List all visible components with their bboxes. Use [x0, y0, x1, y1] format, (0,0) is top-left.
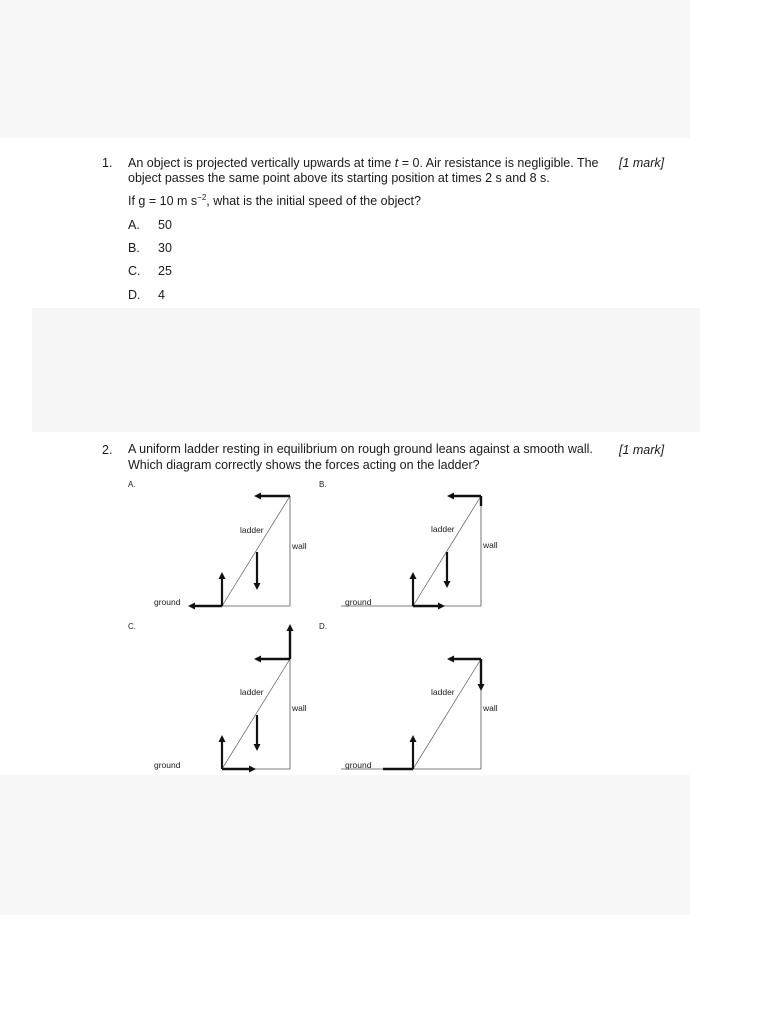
option-value-a: 50 [158, 218, 172, 232]
ladder-label: ladder [431, 687, 455, 697]
diagram-a [150, 478, 340, 613]
page-band-top [0, 0, 690, 138]
mark-label: [1 mark] [619, 443, 665, 457]
ladder-force-diagram-c [150, 641, 340, 776]
wall-label: wall [292, 703, 307, 713]
ladder-force-diagram-d [341, 641, 531, 776]
option-letter-a: A. [128, 218, 140, 232]
question-text-line-2: Which diagram correctly shows the forces acting on the ladder? [128, 458, 480, 472]
question-text-line-3: If g = 10 m $s^{-2}$, what is the initial speed of the object? [128, 192, 421, 208]
arrowhead [188, 603, 195, 610]
option-value-b: 30 [158, 241, 172, 255]
question-text-line-1: A uniform ladder resting in equilibrium on rough ground leans against a smooth wall. [128, 442, 593, 456]
option-value-c: 25 [158, 264, 172, 278]
ladder-force-diagram-a [150, 478, 340, 613]
ladder-line [413, 496, 481, 606]
ladder-label: ladder [240, 525, 264, 535]
page-band-bottom [0, 775, 690, 915]
ladder-label: ladder [240, 687, 264, 697]
ground-label: ground [345, 597, 372, 607]
diagram-d-letter: D. [319, 622, 327, 631]
arrowhead [287, 624, 294, 631]
arrowhead [447, 656, 454, 663]
ladder-line [413, 659, 481, 769]
diagram-d [341, 641, 531, 776]
arrowhead [254, 493, 261, 500]
arrowhead [219, 572, 226, 579]
question-number: 2. [102, 443, 113, 457]
question-number: 1. [102, 156, 113, 170]
question-text-line-2: object passes the same point above its starting position at times 2 s and 8 s. [128, 171, 550, 185]
option-letter-c: C. [128, 264, 141, 278]
arrowhead [249, 766, 256, 773]
diagram-b-letter: B. [319, 480, 327, 489]
arrowhead [438, 603, 445, 610]
diagram-c-letter: C. [128, 622, 136, 631]
wall-label: wall [292, 541, 307, 551]
diagram-c [150, 641, 340, 776]
question-text-line-1: An object is projected vertically upwards at time t = 0. Air resistance is negligible. The [128, 156, 599, 170]
ground-label: ground [154, 597, 181, 607]
diagram-b [341, 478, 531, 613]
arrowhead [478, 684, 485, 691]
arrowhead [410, 735, 417, 742]
arrowhead [444, 581, 451, 588]
option-letter-d: D. [128, 288, 141, 302]
option-value-d: 4 [158, 288, 165, 302]
ground-label: ground [345, 760, 372, 770]
arrowhead [447, 493, 454, 500]
wall-label: wall [483, 540, 498, 550]
arrowhead [254, 656, 261, 663]
page-band-middle [32, 308, 700, 432]
arrowhead [410, 572, 417, 579]
arrowhead [254, 744, 261, 751]
mark-label: [1 mark] [619, 156, 665, 170]
ladder-label: ladder [431, 524, 455, 534]
option-letter-b: B. [128, 241, 140, 255]
ground-label: ground [154, 760, 181, 770]
arrowhead [254, 583, 261, 590]
arrowhead [219, 735, 226, 742]
ladder-line [222, 496, 290, 606]
diagram-a-letter: A. [128, 480, 136, 489]
ladder-force-diagram-b [341, 478, 531, 613]
ladder-line [222, 659, 290, 769]
wall-label: wall [483, 703, 498, 713]
